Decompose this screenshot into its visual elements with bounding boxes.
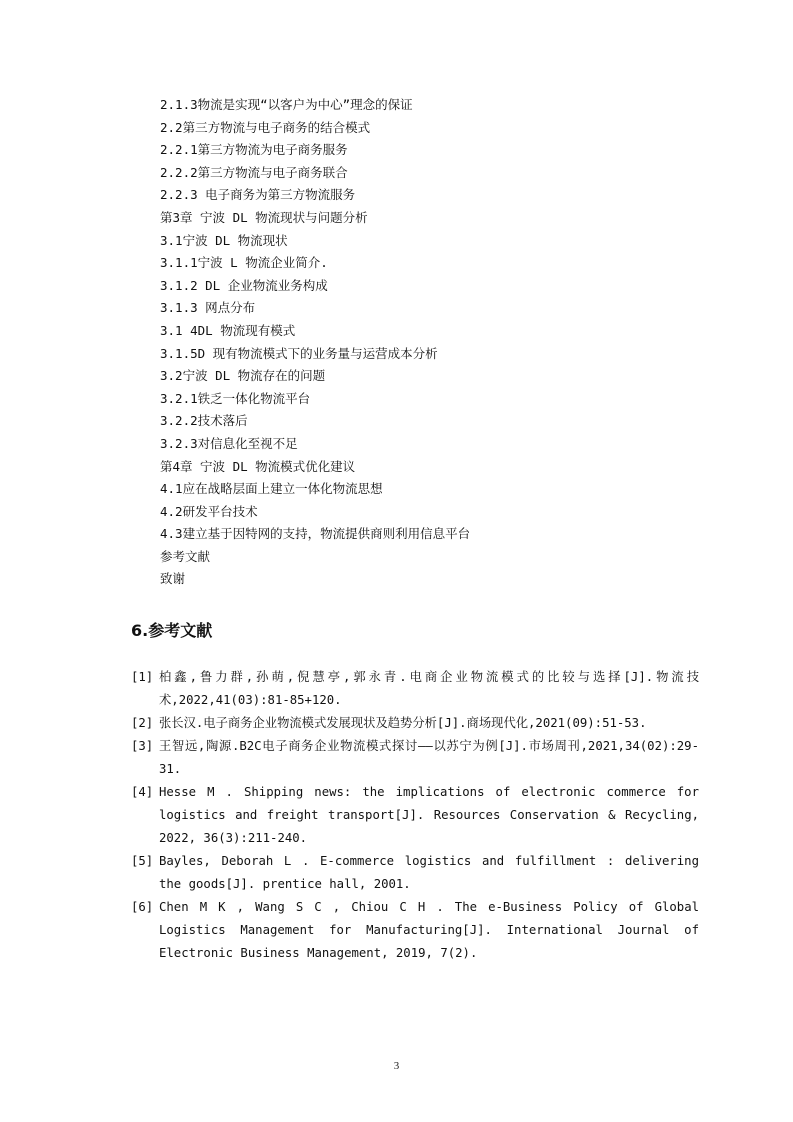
reference-item bbox=[131, 896, 699, 965]
toc-entry: 2.2.2第三方物流与电子商务联合 bbox=[160, 164, 348, 180]
toc-entry: 第4章 宁波 DL 物流模式优化建议 bbox=[160, 458, 356, 474]
toc-entry: 3.2.1铁乏一体化物流平台 bbox=[160, 390, 311, 406]
reference-item bbox=[131, 735, 699, 781]
references-heading: 6.参考文献 bbox=[131, 621, 213, 640]
toc-entry: 3.2.2技术落后 bbox=[160, 413, 248, 429]
toc-entry: 3.1.1宁波 L 物流企业简介. bbox=[160, 255, 328, 271]
toc-entry: 3.1.5D 现有物流模式下的业务量与运营成本分析 bbox=[160, 345, 438, 361]
toc-entry: 3.2.3对信息化至视不足 bbox=[160, 435, 298, 451]
reference-text: 张长汉.电子商务企业物流模式发展现状及趋势分析[J].商场现代化,2021(09):51-53. bbox=[159, 716, 647, 730]
reference-number: [4] bbox=[131, 785, 154, 799]
toc-entry: 4.3建立基于因特网的支持，物流提供商则利用信息平台 bbox=[160, 526, 471, 542]
toc-entry: 3.2宁波 DL 物流存在的问题 bbox=[160, 368, 326, 384]
toc-entry: 致谢 bbox=[160, 571, 186, 587]
toc-entry: 3.1.3 网点分布 bbox=[160, 300, 256, 316]
reference-item bbox=[131, 666, 699, 712]
toc-entry: 第3章 宁波 DL 物流现状与问题分析 bbox=[160, 209, 368, 225]
reference-text: Bayles, Deborah L . E-commerce logistics and fulfillment : delivering the goods[J]. prentice hall, 2001. bbox=[159, 854, 699, 891]
reference-text: 柏鑫,鲁力群,孙萌,倪慧亭,郭永青.电商企业物流模式的比较与选择[J].物流技术,2022,41(03):81-85+120. bbox=[159, 670, 699, 707]
reference-text: Hesse M . Shipping news: the implications of electronic commerce for logistics and freight transport[J]. Resources Conservation & Recycling, 2022, 36(3):211-240. bbox=[159, 785, 699, 845]
toc-entry: 2.2.3 电子商务为第三方物流服务 bbox=[160, 187, 356, 203]
reference-text: Chen M K , Wang S C , Chiou C H . The e-Business Policy of Global Logistics Management for Manufacturing[J]. International Journal of Electronic Business Management, 2019, 7(2). bbox=[159, 900, 699, 960]
page-number: 3 bbox=[393, 1060, 400, 1072]
toc-entry: 2.1.3物流是实现“以客户为中心”理念的保证 bbox=[160, 97, 413, 112]
reference-number: [3] bbox=[131, 739, 154, 753]
reference-number: [6] bbox=[131, 900, 154, 914]
toc-entry: 2.2第三方物流与电子商务的结合模式 bbox=[160, 119, 371, 135]
toc-entry: 参考文献 bbox=[160, 548, 211, 564]
references-list bbox=[131, 666, 699, 965]
reference-item bbox=[131, 781, 699, 850]
toc-entry: 3.1宁波 DL 物流现状 bbox=[160, 232, 288, 248]
toc-entry: 2.2.1第三方物流为电子商务服务 bbox=[160, 142, 348, 158]
reference-text: 王智远,陶源.B2C电子商务企业物流模式探讨——以苏宁为例[J].市场周刊,2021,34(02):29-31. bbox=[159, 739, 699, 776]
reference-item bbox=[131, 712, 699, 735]
reference-number: [5] bbox=[131, 854, 154, 868]
reference-number: [1] bbox=[131, 670, 154, 684]
toc-entry: 3.1.2 DL 企业物流业务构成 bbox=[160, 277, 328, 293]
reference-number: [2] bbox=[131, 716, 154, 730]
toc-entry: 3.1 4DL 物流现有模式 bbox=[160, 322, 296, 338]
toc-entry: 4.1应在战略层面上建立一体化物流思想 bbox=[160, 481, 383, 497]
toc-entry: 4.2研发平台技术 bbox=[160, 503, 258, 519]
table-of-contents bbox=[160, 94, 470, 591]
reference-item bbox=[131, 850, 699, 896]
